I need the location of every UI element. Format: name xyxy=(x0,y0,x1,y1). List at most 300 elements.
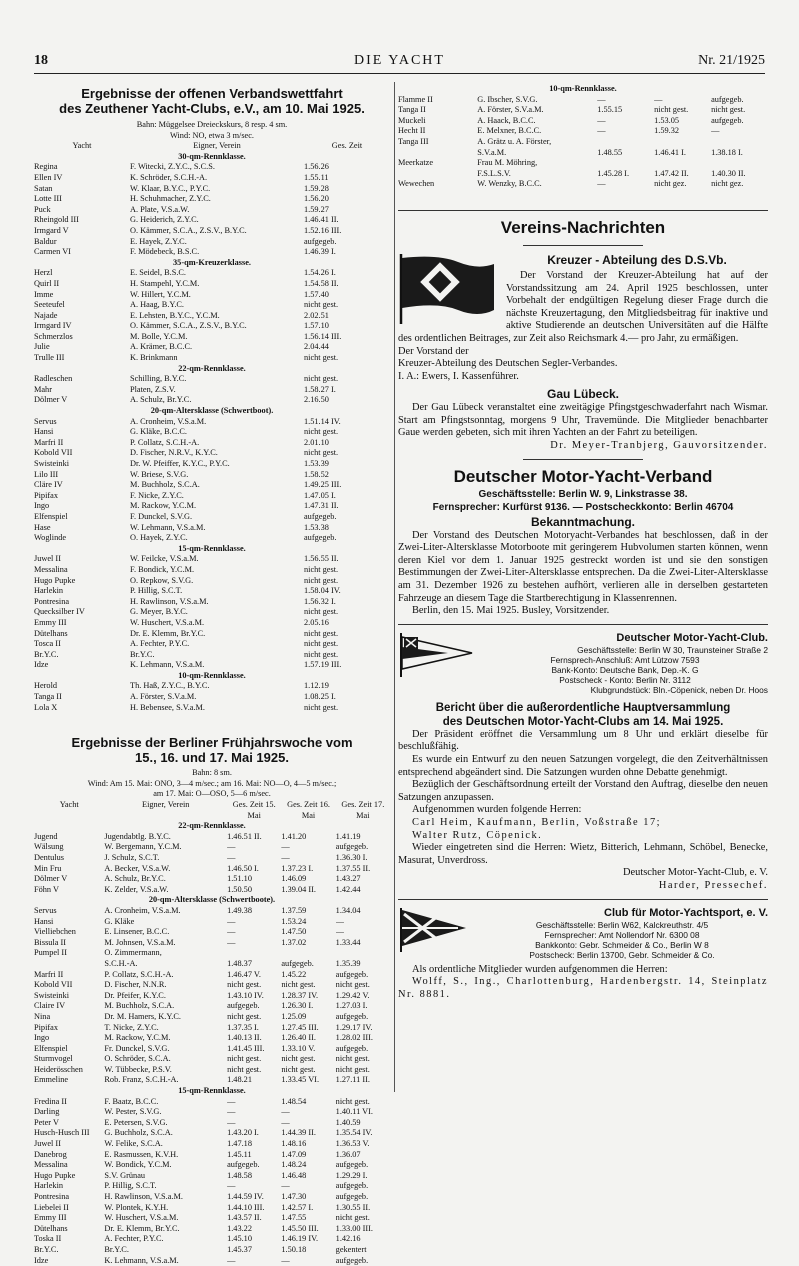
table-cell: nicht gest. xyxy=(227,1054,262,1064)
dmyc-report-title-2: des Deutschen Motor-Yacht-Clubs am 14. Mai 1925. xyxy=(442,715,724,728)
zeuthen-title-1: Ergebnisse der offenen Verbandswettfahrt xyxy=(81,86,343,101)
table-cell: 1.38.18 I. xyxy=(711,147,743,157)
table-cell: 1.29.42 V. xyxy=(335,990,370,1000)
table-cell: 1.40.30 II. xyxy=(711,168,746,178)
table-cell xyxy=(227,948,281,959)
table-cell: M. Buchholz, S.C.A. xyxy=(104,1001,175,1011)
table-cell: Carmen VI xyxy=(34,247,71,257)
table-cell: O. Kämmer, S.C.A., Z.S.V., B.Y.C. xyxy=(130,321,247,331)
table-cell: A. Cronheim, V.S.a.M. xyxy=(104,905,181,915)
table-cell: F. Mödebeck, B.S.C. xyxy=(130,247,200,257)
table-row xyxy=(34,226,390,237)
table-cell: Swisteinki xyxy=(34,459,70,468)
table-row xyxy=(34,364,390,375)
table-cell: G. Heiderich, Z.Y.C. xyxy=(130,215,199,225)
table-cell: 1.29.17 IV. xyxy=(335,1022,373,1032)
table-cell: Swisteinki xyxy=(34,990,70,1000)
table-cell: 1.57.40 xyxy=(304,289,329,299)
table-row xyxy=(34,618,390,629)
table-row xyxy=(34,258,390,269)
table-cell: 1.12.19 xyxy=(304,681,329,691)
table-row xyxy=(34,438,390,449)
table-cell: Woglinde xyxy=(34,533,67,543)
table-row xyxy=(34,1033,390,1044)
table-cell: O. Kämmer, S.C.A., Z.S.V., B.Y.C. xyxy=(130,225,247,235)
table-cell: O. Zimmermann, xyxy=(104,948,162,958)
table-cell: Vielliebchen xyxy=(34,927,76,937)
gau-signature: Dr. Meyer-Tranbjerg, Gauvorsitzender. xyxy=(550,440,768,452)
table-row xyxy=(34,162,390,173)
table-row xyxy=(34,448,390,459)
table-cell: 1.45.22 xyxy=(281,969,307,979)
table-cell: — xyxy=(711,126,720,136)
table-cell: nicht gest. xyxy=(281,980,316,990)
table-cell: M. Rackow, Y.C.M. xyxy=(104,1033,171,1043)
table-cell: Quirl II xyxy=(34,278,60,288)
table-cell: 1.40.13 II. xyxy=(227,1033,262,1043)
table-cell: 1.47.09 xyxy=(281,1149,307,1159)
table-row xyxy=(34,470,390,481)
table-row xyxy=(34,864,390,875)
table-cell: O. Hayek, Z.Y.C. xyxy=(130,533,188,543)
table-cell: Nina xyxy=(34,1011,51,1021)
class-label: 22-qm-Rennklasse. xyxy=(178,821,246,831)
cmy-title: Club für Motor-Yachtsport, e. V. xyxy=(604,906,768,919)
table-cell: G. Meyer, B.Y.C. xyxy=(130,607,188,617)
table-cell: Radleschen xyxy=(34,374,73,384)
table-cell: Pontresina xyxy=(34,596,70,606)
table-row xyxy=(34,607,390,618)
table-cell: Tanga II xyxy=(34,692,62,702)
table-cell: A. Fechter, P.Y.C. xyxy=(104,1234,164,1244)
table-cell: A. Grätz u. A. Förster, xyxy=(477,136,552,146)
col-day3: Ges. Zeit 17. Mai xyxy=(341,800,385,820)
table-row xyxy=(34,1171,390,1182)
table-cell: — xyxy=(227,853,236,862)
table-row xyxy=(398,169,768,180)
table-cell: 1.39.04 II. xyxy=(281,884,316,894)
table-cell: Juwel II xyxy=(34,1139,61,1149)
table-cell: 1.56.32 I. xyxy=(304,596,336,606)
table-cell: nicht gest. xyxy=(281,1064,316,1074)
table-cell: 1.41.19 xyxy=(335,831,361,841)
table-row xyxy=(34,279,390,290)
table-cell: G. Buchholz, S.C.A. xyxy=(104,1128,173,1138)
table-cell: E. Linsener, B.C.C. xyxy=(104,927,170,937)
table-row xyxy=(34,501,390,512)
table-cell: G. Kläke, B.C.C. xyxy=(130,427,187,437)
berlin-info-2: Wind: Am 15. Mai: ONO, 3—4 m/sec.; am 16. Mai: NO—O, 4—5 m/sec.; xyxy=(87,778,337,788)
table-cell: 1.47.31 II. xyxy=(304,501,339,511)
table-cell: 1.43.57 II. xyxy=(227,1213,262,1223)
table-cell: nicht gest. xyxy=(304,628,339,638)
table-cell: W. Wenzky, B.C.C. xyxy=(477,179,542,189)
table-cell: Peter V xyxy=(34,1117,59,1127)
table-row xyxy=(34,205,390,216)
table-cell: Rheingold III xyxy=(34,215,79,225)
table-cell: 1.53.39 xyxy=(304,459,329,468)
table-cell: Lola X xyxy=(34,702,58,712)
table-cell: nicht gest. xyxy=(304,575,339,585)
table-cell: Toska II xyxy=(34,1234,62,1244)
table-row xyxy=(34,321,390,332)
table-row xyxy=(34,703,390,714)
table-cell: 1.55.11 xyxy=(304,172,329,182)
table-cell: 1.52.16 III. xyxy=(304,225,342,235)
table-cell: 1.44.59 IV. xyxy=(227,1192,264,1201)
table-cell: 1.48.37 xyxy=(227,958,252,968)
table-cell: W. Briese, S.V.G. xyxy=(130,469,189,479)
table-row xyxy=(34,1054,390,1065)
table-cell: 1.47.42 II. xyxy=(654,168,689,178)
table-cell: 1.27.11 II. xyxy=(335,1075,370,1085)
table-row xyxy=(34,948,390,959)
table-cell: A. Förster, S.V.a.M. xyxy=(477,105,544,115)
table-cell: — xyxy=(597,94,606,104)
table-cell: G. Ibscher, S.V.G. xyxy=(477,94,538,104)
table-cell: nicht gest. xyxy=(304,427,339,437)
table-cell: Servus xyxy=(34,416,57,426)
table-cell: F. Dunckel, S.V.G. xyxy=(130,511,193,521)
table-row xyxy=(34,1256,390,1266)
table-cell: 1.47.05 I. xyxy=(304,490,336,500)
table-row xyxy=(34,544,390,555)
table-cell: aufgegeb. xyxy=(335,1255,369,1265)
table-cell: H. Rawlinson, V.S.a.M. xyxy=(104,1192,183,1201)
dmyv-title: Deutscher Motor-Yacht-Verband xyxy=(453,466,713,486)
table-cell: — xyxy=(597,115,606,125)
table-cell: 1.44.10 III. xyxy=(227,1202,265,1212)
table-cell: Heiderösschen xyxy=(34,1064,83,1074)
table-cell: 1.47.18 xyxy=(227,1139,252,1149)
table-cell: aufgegeb. xyxy=(335,1043,369,1053)
right-column xyxy=(398,84,768,1001)
table-cell: Julie xyxy=(34,342,50,352)
table-cell: — xyxy=(227,1107,236,1117)
table-row xyxy=(34,671,390,682)
table-row xyxy=(34,1150,390,1161)
table-cell: 2.16.50 xyxy=(304,395,329,405)
gau-text: Der Gau Lübeck veranstaltet eine zweitägige Pfingstgeschwaderfahrt nach Wismar. Start am Pfingstsonntag, morgens 9 Uhr, Travemünde. Die Mitglieder benachbarter Gaue werden gebeten, sich mit ihren Yachten an der Fahrt zu beteiligen. xyxy=(398,402,768,439)
page-number: 18 xyxy=(34,53,48,68)
table-cell: Puck xyxy=(34,204,51,214)
cmy-line-3: Bankkonto: Gebr. Schmeider & Co., Berlin W 8 xyxy=(535,939,709,950)
table-cell: — xyxy=(335,927,344,937)
kreuzer-sig-2: Kreuzer-Abteilung des Deutschen Segler-Verbandes. xyxy=(398,358,618,370)
table-cell: D. Fischer, N.R.V., K.Y.C. xyxy=(130,448,218,458)
table-row xyxy=(34,821,390,832)
table-cell: Irmgard V xyxy=(34,225,69,235)
table-cell: 1.46.51 II. xyxy=(227,831,262,841)
table-row xyxy=(34,874,390,885)
table-cell: O. Schröder, S.C.A. xyxy=(104,1054,171,1064)
table-cell: Elfenspiel xyxy=(34,511,68,521)
table-cell: W. Klaar, B.Y.C., P.Y.C. xyxy=(130,183,211,193)
table-cell: Dr. W. Pfeiffer, K.Y.C., P.Y.C. xyxy=(130,459,230,468)
table-cell: G. Kläke xyxy=(104,916,135,926)
table-cell: A. Schulz, Br.Y.C. xyxy=(130,395,192,405)
table-cell: Cläre IV xyxy=(34,480,63,490)
table-cell: W. Lehmann, V.S.a.M. xyxy=(130,522,206,532)
table-row xyxy=(34,917,390,928)
table-cell: Najade xyxy=(34,310,58,320)
berlin-results-table-continued xyxy=(398,95,768,190)
table-cell: — xyxy=(227,1255,236,1265)
table-cell: Sturmvogel xyxy=(34,1054,73,1064)
table-cell: P. Collatz, S.C.H.-A. xyxy=(130,437,200,447)
berlin-title-2: 15., 16. und 17. Mai 1925. xyxy=(135,750,289,766)
table-cell: Baldur xyxy=(34,236,57,246)
table-row xyxy=(398,126,768,137)
table-cell: 1.56.26 xyxy=(304,162,329,172)
table-cell: aufgegeb. xyxy=(711,115,744,125)
table-cell: E. Melxner, B.C.C. xyxy=(477,126,542,136)
table-cell: W. Huschert, V.S.a.M. xyxy=(130,617,205,627)
table-cell: Pumpel II xyxy=(34,948,67,958)
table-cell: 1.47.30 xyxy=(281,1192,307,1201)
class-label: 20-qm-Altersklasse (Schwertboot). xyxy=(150,406,274,416)
table-cell: Darling xyxy=(34,1107,60,1117)
table-cell: A. Becker, V.S.a.W. xyxy=(104,863,171,873)
table-cell: M. Rackow, Y.C.M. xyxy=(130,501,197,511)
table-cell: — xyxy=(597,126,606,136)
table-row xyxy=(34,1001,390,1012)
table-cell: S.V.a.M. xyxy=(477,147,507,157)
table-cell: 1.33.44 xyxy=(335,937,361,947)
table-cell: Br.Y.C. xyxy=(34,649,59,659)
table-cell: K. Schröder, S.C.H.-A. xyxy=(130,172,208,182)
table-cell: 1.47.55 xyxy=(281,1213,307,1223)
table-cell: W. Tübbecke, P.S.V. xyxy=(104,1064,172,1074)
table-cell: Tanga II xyxy=(398,105,426,115)
kreuzer-text: Der Vorstand der Kreuzer-Abteilung hat auf der Vorstandssitzung am 24. April 1925 beschlossen, unter Vorbehalt der endgültigen Regelung dieser Frage durch die nächste Kreuzertagung, den Mitgliedsbeitrag für inaktive und aktive Studierende an deutschen Universitäten auf die Hälfte des ordentlichen Beitrages, zur Zeit also Reichsmark 4.— pro Jahr, zu ermäßigen. xyxy=(398,269,768,344)
table-cell: 1.41.45 III. xyxy=(227,1043,265,1053)
table-cell: 1.44.39 II. xyxy=(281,1128,316,1138)
table-cell: A. Cronheim, V.S.a.M. xyxy=(130,416,207,426)
table-cell: Marfri II xyxy=(34,437,64,447)
table-cell: 1.43.22 xyxy=(227,1223,252,1233)
table-row xyxy=(34,1128,390,1139)
table-cell: 1.56.14 III. xyxy=(304,331,342,341)
dmyc-report-text: Der Präsident eröffnet die Versammlung um 8 Uhr und erklärt dieselbe für beschlußfähig. Es wurde ein Entwurf zu den neuen Satzungen vorgelegt, die den Zeitverhältnissen entsprechend abgeändert sind. Die Satzungen wurden ohne Debatte genehmigt. Bezüglich der Geschäftsordnung erteilt der Vorstand den Auftrag, dieselbe den neuen Satzungen anzupassen. Aufgenommen wurden folgende Herren: Carl Heim, Kaufmann, Berlin, Voßstraße 17; Walter Rutz, Cöpenick. Wieder eingetreten sind die Herren: Wietz, Bitterich, Lehmann, Schöbel, Benecke, Masurat, Unverdross. xyxy=(398,728,768,866)
table-cell: Dr. E. Klemm, Br.Y.C. xyxy=(104,1223,180,1233)
table-cell: 1.42.44 xyxy=(335,884,361,894)
table-cell: Hansi xyxy=(34,427,54,437)
col-day1: Ges. Zeit 15. Mai xyxy=(232,800,276,820)
cmy-text: Als ordentliche Mitglieder wurden aufgenommen die Herren: Wolff, S., Ing., Charlottenburg, Hardenbergstr. 14, Steinplatz Nr. 8881. xyxy=(398,963,768,1000)
dmyv-address: Geschäftsstelle: Berlin W. 9, Linkstrasse 38. xyxy=(478,488,688,500)
table-cell: 1.46.09 xyxy=(281,874,307,884)
table-cell: Kobold VII xyxy=(34,980,73,990)
table-row xyxy=(34,1139,390,1150)
table-row xyxy=(34,194,390,205)
table-row xyxy=(34,1192,390,1203)
table-row xyxy=(34,1118,390,1129)
table-row xyxy=(34,268,390,279)
table-cell: E. Hayek, Z.Y.C. xyxy=(130,236,187,246)
dmyc-flag-icon xyxy=(398,631,474,681)
table-cell: Lilo III xyxy=(34,469,59,479)
table-cell: Platen, Z.S.V. xyxy=(130,384,176,394)
table-row xyxy=(34,681,390,692)
table-cell: 1.25.09 xyxy=(281,1011,307,1021)
table-cell: 1.46.50 I. xyxy=(227,863,259,873)
table-cell: 1.27.45 III. xyxy=(281,1022,319,1032)
table-cell: Satan xyxy=(34,183,53,193)
table-cell: — xyxy=(654,94,663,104)
table-row xyxy=(34,853,390,864)
table-cell: — xyxy=(227,927,236,937)
table-row xyxy=(398,158,768,169)
table-cell: 1.51.14 IV. xyxy=(304,416,341,426)
table-cell: 1.59.32 xyxy=(654,126,680,136)
class-label: 15-qm-Rennklasse. xyxy=(178,1086,246,1096)
cmy-flag-icon xyxy=(398,906,468,956)
table-cell: H. Stampehl, Y.C.M. xyxy=(130,278,200,288)
page-header xyxy=(34,53,765,71)
table-cell: 1.37.23 I. xyxy=(281,863,314,873)
issue-number: Nr. 21/1925 xyxy=(698,53,765,68)
class-label: 10-qm-Rennklasse. xyxy=(178,670,246,680)
table-cell: J. Schulz, S.C.T. xyxy=(104,853,160,862)
table-cell: Föhn V xyxy=(34,884,59,894)
table-row xyxy=(34,1075,390,1086)
table-cell: aufgegeb. xyxy=(335,1192,369,1201)
table-cell: 1.46.48 xyxy=(281,1170,307,1180)
table-cell: 1.28.37 IV. xyxy=(281,990,319,1000)
table-cell: 1.46.19 IV. xyxy=(281,1234,319,1244)
table-cell xyxy=(597,158,654,169)
table-cell: nicht gest. xyxy=(304,639,339,649)
table-row xyxy=(34,374,390,385)
table-cell: Danebrog xyxy=(34,1149,67,1159)
table-cell: nicht gest. xyxy=(654,105,689,115)
table-cell: Lotte III xyxy=(34,194,62,204)
dmyv-signature: Berlin, den 15. Mai 1925. Busley, Vorsitzender. xyxy=(412,605,610,617)
table-cell: nicht gest. xyxy=(304,649,339,659)
gau-title: Gau Lübeck. xyxy=(546,387,620,402)
table-cell: gekentert xyxy=(335,1244,367,1254)
table-cell: H. Bebensee, S.V.a.M. xyxy=(130,702,205,712)
table-cell: Messalina xyxy=(34,564,68,574)
table-cell: Schmerzlos xyxy=(34,331,73,341)
col-owner: Eigner, Verein xyxy=(193,141,241,151)
table-cell: W. Hillert, Y.C.M. xyxy=(130,289,191,299)
table-cell: nicht gest. xyxy=(711,105,746,115)
table-cell: A. Haag, B.Y.C. xyxy=(130,300,185,310)
zeuthen-info-1: Bahn: Müggelsee Dreieckskurs, 8 resp. 4 sm. xyxy=(136,120,288,129)
table-cell: 1.48.58 xyxy=(227,1170,252,1180)
table-cell: Tanga III xyxy=(398,136,429,146)
table-cell: Mahr xyxy=(34,384,52,394)
table-cell: Trulle III xyxy=(34,353,65,363)
table-cell: K. Lehmann, V.S.a.M. xyxy=(104,1255,179,1265)
table-cell: nicht gest. xyxy=(335,1096,370,1106)
section-rule xyxy=(398,210,768,211)
table-cell: Marfri II xyxy=(34,969,64,979)
table-cell: — xyxy=(281,1107,290,1117)
table-cell: Rob. Franz, S.C.H.-A. xyxy=(104,1075,179,1085)
table-cell: aufgegeb. xyxy=(335,1011,369,1021)
table-cell: 1.45.10 xyxy=(227,1234,252,1244)
table-cell: Seeteufel xyxy=(34,300,65,310)
table-cell: 1.56.20 xyxy=(304,194,329,204)
table-cell: — xyxy=(227,842,236,852)
table-cell: 1.55.15 xyxy=(597,105,623,115)
table-row xyxy=(34,650,390,661)
table-cell: aufgegeb. xyxy=(304,236,337,246)
table-cell: 1.37.59 xyxy=(281,905,307,915)
cont-class-label: 10-qm-Rennklasse. xyxy=(549,84,617,93)
dsvb-flag-icon xyxy=(398,252,498,328)
short-rule xyxy=(523,245,643,246)
section-rule xyxy=(398,624,768,625)
table-cell: Dölmer V xyxy=(34,395,68,405)
table-cell: nicht gest. xyxy=(304,607,339,617)
table-cell: H. Rawlinson, V.S.a.M. xyxy=(130,596,209,606)
table-cell: 1.48.54 xyxy=(281,1096,307,1106)
table-row xyxy=(398,105,768,116)
table-cell: — xyxy=(227,1181,236,1191)
table-cell: — xyxy=(281,842,290,852)
table-cell: 1.26.30 I. xyxy=(281,1001,314,1011)
table-cell: Tosca II xyxy=(34,639,61,649)
table-row xyxy=(34,980,390,991)
table-cell: 1.37.02 xyxy=(281,937,307,947)
table-cell: F.S.L.S.V. xyxy=(477,168,511,178)
table-cell: 1.53.38 xyxy=(304,522,329,532)
table-cell: Bissula II xyxy=(34,937,67,947)
section-rule xyxy=(398,899,768,900)
table-row xyxy=(34,1234,390,1245)
table-row xyxy=(34,1107,390,1118)
table-cell: 1.08.25 I. xyxy=(304,692,336,702)
magazine-title: DIE YACHT xyxy=(354,53,445,68)
kreuzer-sig-1: Der Vorstand der xyxy=(398,345,469,357)
table-cell: Regina xyxy=(34,162,58,172)
table-cell: nicht gest. xyxy=(304,300,339,310)
table-cell: 1.48.16 xyxy=(281,1139,307,1149)
table-cell xyxy=(34,959,104,970)
table-cell: 1.57.19 III. xyxy=(304,660,342,670)
table-cell: Herzl xyxy=(34,268,53,278)
table-cell: W. Plontek, K.Y.H. xyxy=(104,1202,169,1212)
table-cell: 1.43.27 xyxy=(335,874,361,884)
table-cell: 1.59.28 xyxy=(304,183,329,193)
dmyc-signature-1: Deutscher Motor-Yacht-Club, e. V. xyxy=(623,867,768,879)
table-cell: W. Bergemann, Y.C.M. xyxy=(104,842,182,852)
table-cell: Dentulus xyxy=(34,853,64,862)
table-row xyxy=(34,629,390,640)
table-cell: nicht gest. xyxy=(335,1213,370,1223)
table-header-row xyxy=(34,800,390,821)
table-row xyxy=(34,586,390,597)
table-cell: Schilling, B.Y.C. xyxy=(130,374,187,384)
table-cell: — xyxy=(597,179,606,189)
kreuzer-title: Kreuzer - Abteilung des D.S.Vb. xyxy=(547,252,727,267)
table-cell: 1.43.20 I. xyxy=(227,1128,259,1138)
table-cell: 1.47.50 xyxy=(281,927,307,937)
table-cell: Frau M. Möhring, xyxy=(477,158,538,168)
table-cell: nicht gest. xyxy=(304,374,339,384)
dmyc-line-5: Klubgrundstück: Bln.-Cöpenick, neben Dr. Hoos xyxy=(590,684,768,695)
table-cell: 1.49.25 III. xyxy=(304,480,342,490)
table-row xyxy=(34,427,390,438)
table-row xyxy=(34,1224,390,1235)
table-cell: Juwel II xyxy=(34,554,61,564)
table-cell: Br.Y.C. xyxy=(34,1244,59,1254)
table-row xyxy=(34,832,390,843)
